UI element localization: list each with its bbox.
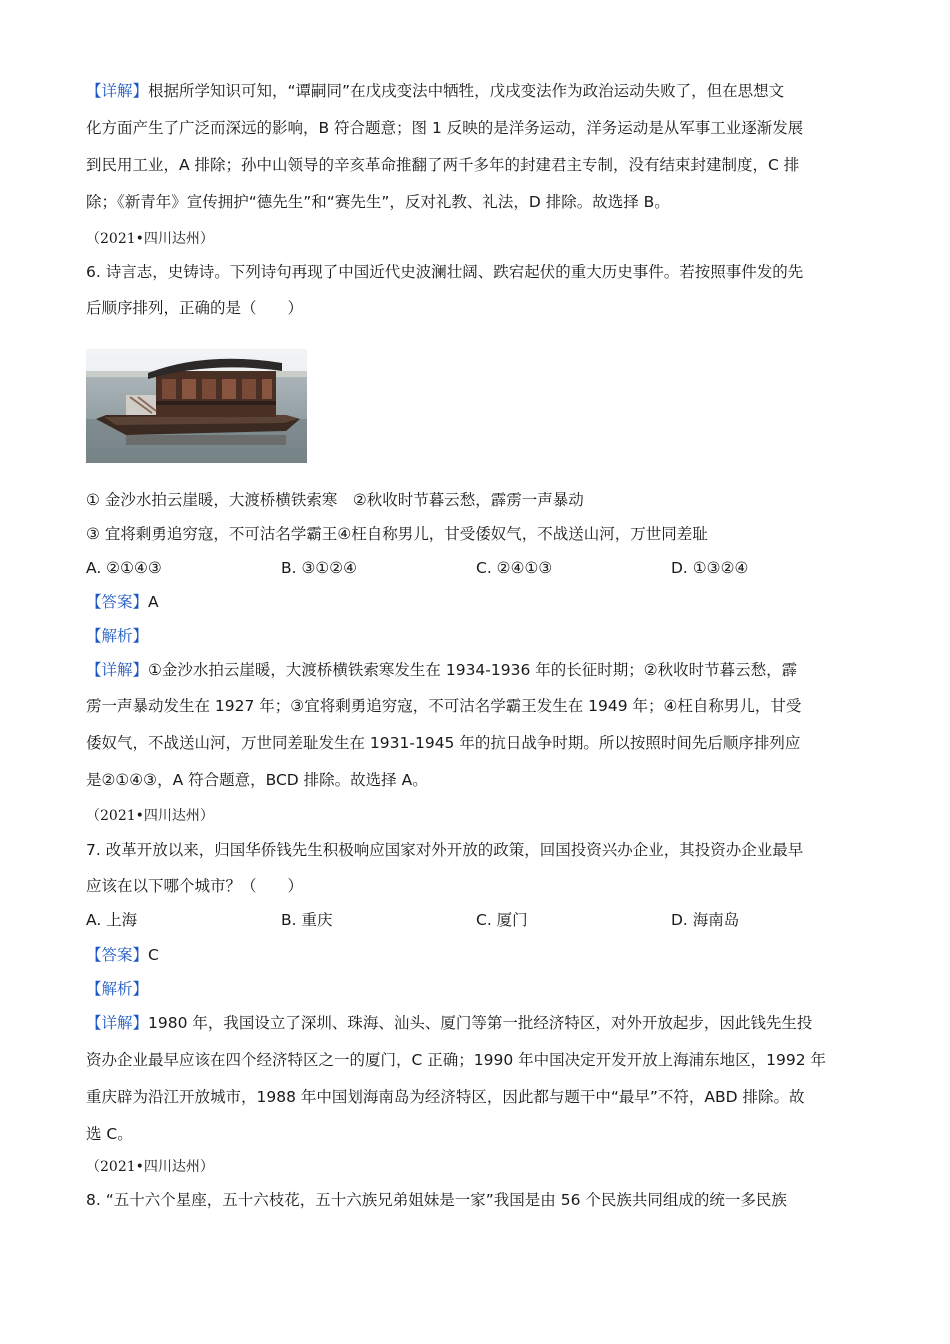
q7-source: （2021•四川达州）	[86, 808, 214, 824]
q7-analysis-tag: 【解析】	[86, 980, 149, 998]
q8-stem-line-1: 8. “五十六个星座，五十六枝花，五十六族兄弟姐妹是一家”我国是由 56 个民族共同组成的统一多民族	[86, 1191, 787, 1209]
q6-detail-line-1: 【详解】①金沙水拍云崖暖，大渡桥横铁索寒发生在 1934-1936 年的长征时期；②秋收时节暮云愁，霹	[86, 661, 798, 679]
q7-answer	[86, 943, 866, 967]
q6-stem-line-1: 6. 诗言志，史铸诗。下列诗句再现了中国近代史波澜壮阔、跌宕起伏的重大历史事件。若按照事件发的先	[86, 263, 804, 281]
q7-stem-line-1: 7. 改革开放以来，归国华侨钱先生积极响应国家对外开放的政策，回国投资兴办企业，其投资办企业最早	[86, 841, 804, 859]
q7-detail-line-1: 【详解】1980 年，我国设立了深圳、珠海、汕头、厦门等第一批经济特区，对外开放起步，因此钱先生投	[86, 1014, 813, 1032]
q5-detail-line-4: 除；《新青年》宣传拥护“德先生”和“赛先生”，反对礼教、礼法，D 排除。故选择 B。	[86, 193, 670, 211]
q7-option-b[interactable]: B. 重庆	[281, 911, 333, 929]
q7-option-c[interactable]: C. 厦门	[476, 911, 528, 929]
answer-tag: 【答案】	[86, 946, 149, 964]
q6-option-c[interactable]: C. ②④①③	[476, 559, 553, 577]
q7-stem-line-2: 应该在以下哪个城市？（ ）	[86, 877, 304, 895]
detail-tag: 【详解】	[86, 82, 149, 100]
q5-detail-line-2: 化方面产生了广泛而深远的影响，B 符合题意；图 1 反映的是洋务运动，洋务运动是从军事工业逐渐发展	[86, 119, 804, 137]
q6-option-d[interactable]: D. ①③②④	[671, 559, 749, 577]
q7-option-a[interactable]: A. 上海	[86, 911, 138, 929]
q6-source: （2021•四川达州）	[86, 231, 214, 247]
q6-answer	[86, 590, 866, 614]
answer-tag: 【答案】	[86, 593, 149, 611]
q6-stem-line-2: 后顺序排列，正确的是（ ）	[86, 299, 304, 317]
q5-detail-line-3: 到民用工业，A 排除；孙中山领导的辛亥革命推翻了两千多年的封建君主专制，没有结束封建制度，C 排	[86, 156, 800, 174]
q6-options	[86, 556, 866, 580]
q6-answer-value: A	[148, 593, 159, 611]
detail-tag: 【详解】	[86, 1014, 149, 1032]
q7-options	[86, 908, 866, 932]
q7-detail-line-2: 资办企业最早应该在四个经济特区之一的厦门，C 正确；1990 年中国决定开发开放上海浦东地区，1992 年	[86, 1051, 826, 1069]
q6-option-b[interactable]: B. ③①②④	[281, 559, 358, 577]
red-boat-illustration	[86, 349, 307, 463]
q7-detail-line-3: 重庆辟为沿江开放城市，1988 年中国划海南岛为经济特区，因此都与题干中“最早”不符，ABD 排除。故	[86, 1088, 805, 1106]
q6-poems-line-1: ① 金沙水拍云崖暖，大渡桥横铁索寒 ②秋收时节暮云愁，霹雳一声暴动	[86, 491, 584, 509]
q6-option-a[interactable]: A. ②①④③	[86, 559, 162, 577]
q7-detail-line-4: 选 C。	[86, 1125, 133, 1143]
q5-detail-line-1: 【详解】根据所学知识可知，“谭嗣同”在戊戌变法中牺牲，戊戌变法作为政治运动失败了，但在思想文	[86, 82, 785, 100]
q6-poems-line-2: ③ 宜将剩勇追穷寇，不可沽名学霸王④枉自称男儿，甘受倭奴气，不战送山河，万世同差耻	[86, 525, 708, 543]
q6-detail-line-4: 是②①④③，A 符合题意，BCD 排除。故选择 A。	[86, 771, 428, 789]
q6-detail-line-3: 倭奴气，不战送山河，万世同差耻发生在 1931-1945 年的抗日战争时期。所以按照时间先后顺序排列应	[86, 734, 801, 752]
q6-analysis-tag: 【解析】	[86, 627, 149, 645]
q7-option-d[interactable]: D. 海南岛	[671, 911, 740, 929]
q7-answer-value: C	[148, 946, 159, 964]
red-boat-photo	[86, 349, 307, 463]
q6-detail-line-2: 雳一声暴动发生在 1927 年；③宜将剩勇追穷寇，不可沽名学霸王发生在 1949 年；④枉自称男儿，甘受	[86, 697, 802, 715]
detail-tag: 【详解】	[86, 661, 149, 679]
q8-source: （2021•四川达州）	[86, 1159, 214, 1175]
